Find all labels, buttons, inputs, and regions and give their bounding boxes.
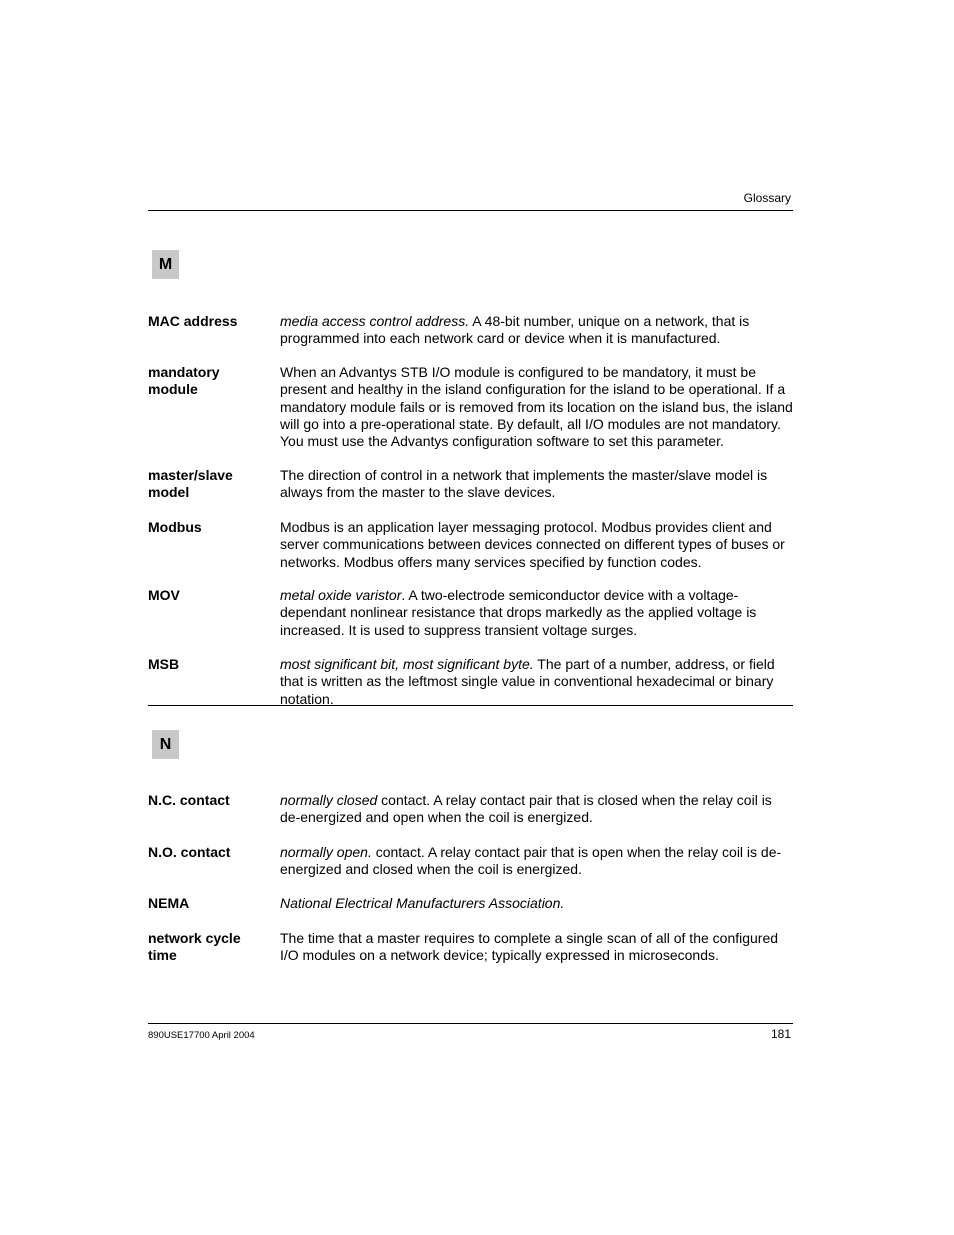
definition-emphasis: normally closed [280,792,378,808]
glossary-definition [280,519,794,571]
glossary-definition [280,895,794,912]
definition-emphasis: National Electrical Manufacturers Association. [280,895,565,911]
glossary-term: N.C. contact [148,792,230,808]
glossary-definition [280,364,794,450]
definition-text: The part of a number, address, or field that is written as the leftmost single value in conventional hexadecimal or binary notation. [280,656,775,707]
definition-emphasis: most significant bit, most significant byte. [280,656,534,672]
section-letter-m: M [152,250,179,279]
section-letter-n: N [152,730,179,759]
glossary-definition [280,656,794,708]
definition-text: The time that a master requires to complete a single scan of all of the configured I/O modules on a network device; typically expressed in microseconds. [280,930,779,964]
definition-text: Modbus is an application layer messaging protocol. Modbus provides client and server communications between devices connected on different types of buses or networks. Modbus offers many services specified by function codes. [280,519,785,570]
glossary-term: MOV [148,587,180,603]
glossary-definition [280,792,794,827]
glossary-definition [280,844,794,879]
glossary-term: master/slave model [148,467,233,501]
definition-emphasis: media access control address. [280,313,470,329]
glossary-definition [280,930,794,965]
glossary-term: MAC address [148,313,238,329]
definition-text: . A two-electrode semiconductor device with a voltage-dependant nonlinear resistance that drops markedly as the applied voltage is increased. It is used to suppress transient voltage surges. [280,587,757,638]
definition-text: contact. A relay contact pair that is open when the relay coil is de-energized and closed when the coil is energized. [280,844,782,878]
glossary-term: NEMA [148,895,190,911]
header-rule [148,210,793,211]
glossary-definition [280,587,794,639]
glossary-term: Modbus [148,519,202,535]
definition-emphasis: metal oxide varistor [280,587,402,603]
definition-text: contact. A relay contact pair that is closed when the relay coil is de-energized and open when the coil is energized. [280,792,772,826]
running-header: Glossary [743,191,791,205]
document-id: 890USE17700 April 2004 [148,1030,255,1041]
definition-emphasis: normally open. [280,844,372,860]
glossary-term: network cycle time [148,930,241,964]
glossary-definition [280,313,794,348]
section-divider [148,705,793,706]
definition-text: When an Advantys STB I/O module is configured to be mandatory, it must be present and healthy in the island configuration for the island to be operational. If a mandatory module fails or is removed from its location on the island bus, the island will go into a pre-operational state. By default, all I/O modules are not mandatory. You must use the Advantys configuration software to set this parameter. [280,364,793,450]
glossary-term: MSB [148,656,180,672]
definition-text: The direction of control in a network that implements the master/slave model is always from the master to the slave devices. [280,467,768,501]
footer-rule [148,1023,793,1024]
definition-text: A 48-bit number, unique on a network, that is programmed into each network card or device when it is manufactured. [280,313,750,347]
glossary-term: mandatory module [148,364,220,398]
page-number: 181 [770,1027,791,1041]
glossary-term: N.O. contact [148,844,231,860]
glossary-definition [280,467,794,502]
